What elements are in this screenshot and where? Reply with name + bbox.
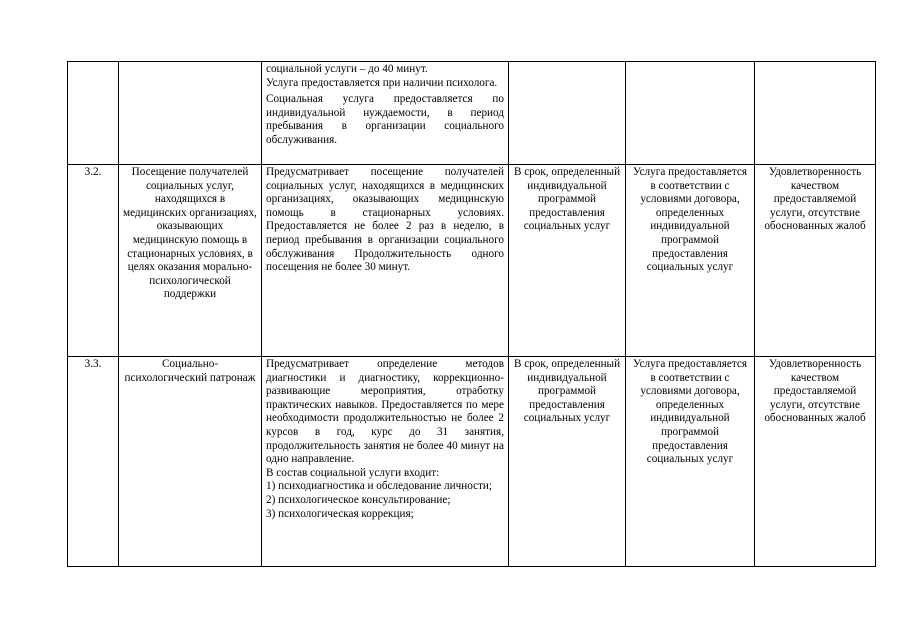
description-paragraph: Социальная услуга предоставляется по индивидуальной нуждаемости, в период пребывания в организации социального обслуживания. [266,93,504,146]
service-term: В срок, определенный индивидуальной программой предоставления социальных услуг [509,357,626,567]
row-number: 3.2. [68,165,119,357]
service-term: В срок, определенный индивидуальной программой предоставления социальных услуг [509,165,626,357]
description-paragraph: Предусматривает определение методов диагностики и диагностику, коррекционно-развивающие мероприятия, отработку практических навыков. Предоставляется по мере необходимости продолжительностью не более 2 курсов в год, курс до 31 занятия, продолжительность занятия не более 40 минут на одно направление. [266,358,504,466]
description-paragraph: В состав социальной услуги входит: [266,466,440,479]
service-conditions: Услуга предоставляется в соответствии с условиями договора, определенных индивидуальной программой предоставления социальных услуг [626,357,755,567]
table-row [68,62,876,165]
service-name: Посещение получателей социальных услуг, находящихся в медицинских организациях, оказывающих медицинскую помощь в стационарных условиях, в целях оказания морально-психологической поддержки [119,165,262,357]
service-description [262,357,509,567]
service-result: Удовлетворенность качеством предоставляемой услуги, отсутствие обоснованных жалоб [755,165,876,357]
row-number: 3.3. [68,357,119,567]
description-paragraph: Услуга предоставляется при наличии психолога. [266,76,498,89]
description-paragraph: 3) психологическая коррекция; [266,507,414,520]
service-result [755,62,876,165]
services-table [67,61,876,567]
table-row [68,165,876,357]
description-paragraph: 1) психодиагностика и обследование личности; [266,480,493,493]
service-name [119,62,262,165]
service-conditions: Услуга предоставляется в соответствии с условиями договора, определенных индивидуальной программой предоставления социальных услуг [626,165,755,357]
service-result: Удовлетворенность качеством предоставляемой услуги, отсутствие обоснованных жалоб [755,357,876,567]
description-paragraph: Предусматривает посещение получателей социальных услуг, находящихся в медицинских организациях, оказывающих медицинскую помощь в стационарных условиях. Предоставляется не более 2 раз в неделю, в период пребывания в организации социального обслуживания Продолжительность одного посещения не более 30 минут. [266,166,504,274]
service-description [262,62,509,165]
service-term [509,62,626,165]
service-conditions [626,62,755,165]
service-name: Социально-психологический патронаж [119,357,262,567]
description-paragraph: социальной услуги – до 40 минут. [266,63,428,75]
row-number [68,62,119,165]
table-row [68,357,876,567]
description-paragraph: 2) психологическое консультирование; [266,493,451,506]
service-description [262,165,509,357]
